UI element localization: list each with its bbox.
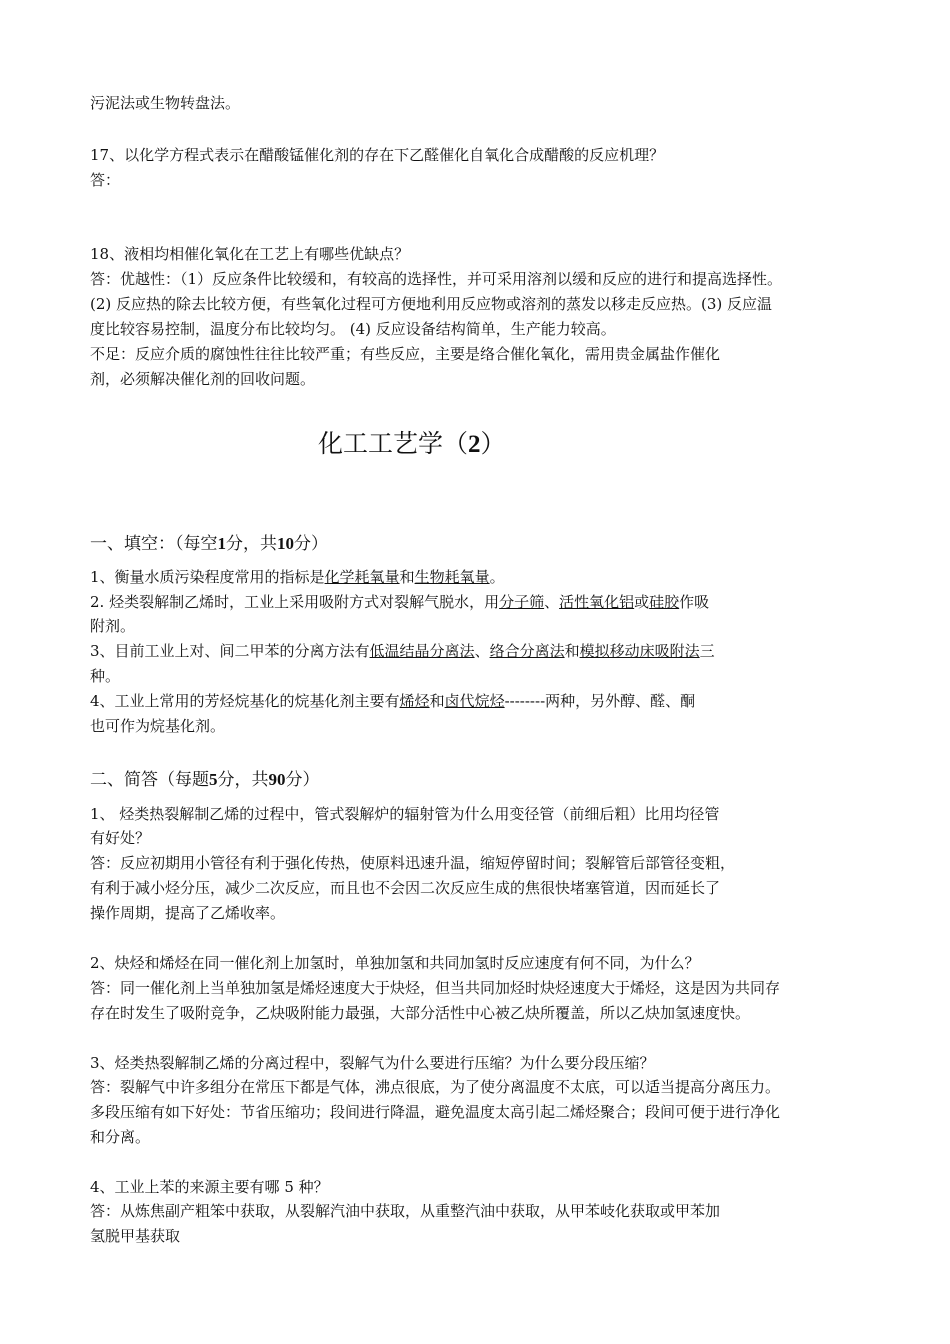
qa-3-line: 3、烃类热裂解制乙烯的分离过程中，裂解气为什么要进行压缩？为什么要分段压缩？: [90, 1054, 655, 1072]
fill-item-1: 1、衡量水质污染程度常用的指标是化学耗氧量和生物耗氧量。: [90, 568, 505, 586]
qa-2-line: 答：同一催化剂上当单独加氢是烯烃速度大于炔烃，但当共同加烃时炔烃速度大于烯烃，这是因为共同存: [90, 979, 781, 997]
answer-18-line: 不足：反应介质的腐蚀性往往比较严重；有些反应，主要是络合催化氧化，需用贵金属盐作催化: [90, 345, 721, 363]
fill-item-4-cont: 也可作为烷基化剂。: [90, 717, 226, 735]
page-title: 化工工艺学（2）: [318, 429, 506, 458]
qa-4-line: 4、工业上苯的来源主要有哪 5 种？: [90, 1178, 329, 1196]
question-18: 18、液相均相催化氧化在工艺上有哪些优缺点？: [90, 245, 410, 263]
answer-18-line: (2) 反应热的除去比较方便，有些氧化过程可方便地利用反应物或溶剂的蒸发以移走反应热。(3) 反应温: [90, 295, 773, 313]
qa-4-line: 答：从炼焦副产粗笨中获取，从裂解汽油中获取，从重整汽油中获取，从甲苯岐化获取或甲苯加: [90, 1202, 721, 1220]
answer-18-line: 剂，必须解决催化剂的回收问题。: [90, 370, 316, 388]
question-17: 17、以化学方程式表示在醋酸锰催化剂的存在下乙醛催化自氧化合成醋酸的反应机理？: [90, 146, 665, 164]
text-line: 污泥法或生物转盘法。: [90, 94, 241, 112]
qa-3-line: 和分离。: [90, 1128, 151, 1146]
fill-item-3: 3、目前工业上对、间二甲苯的分离方法有低温结晶分离法、络合分离法和模拟移动床吸附法三: [90, 642, 715, 660]
section-heading-fill: 一、填空：（每空1分，共10分）: [90, 534, 328, 554]
qa-1-line: 有好处？: [90, 829, 151, 847]
section-heading-short-answer: 二、简答（每题5分，共90分）: [90, 770, 320, 790]
qa-2-line: 2、炔烃和烯烃在同一催化剂上加氢时，单独加氢和共同加氢时反应速度有何不同，为什么？: [90, 954, 700, 972]
qa-1-line: 操作周期，提高了乙烯收率。: [90, 904, 286, 922]
qa-3-line: 多段压缩有如下好处：节省压缩功；段间进行降温，避免温度太高引起二烯烃聚合；段间可便于进行净化: [90, 1103, 781, 1121]
fill-item-2-cont: 附剂。: [90, 617, 136, 635]
qa-2-line: 存在时发生了吸附竞争，乙炔吸附能力最强，大部分活性中心被乙炔所覆盖，所以乙炔加氢速度快。: [90, 1004, 751, 1022]
qa-3-line: 答：裂解气中许多组分在常压下都是气体，沸点很底，为了使分离温度不太底，可以适当提高分离压力。: [90, 1078, 781, 1096]
qa-1-line: 答：反应初期用小管径有利于强化传热，使原料迅速升温，缩短停留时间；裂解管后部管径变粗，: [90, 854, 736, 872]
answer-18-line: 答：优越性：（1）反应条件比较缓和，有较高的选择性，并可采用溶剂以缓和反应的进行和提高选择性。: [90, 270, 783, 288]
qa-1-line: 有利于减小烃分压，减少二次反应，而且也不会因二次反应生成的焦很快堵塞管道，因而延长了: [90, 879, 721, 897]
fill-item-2: 2. 烃类裂解制乙烯时，工业上采用吸附方式对裂解气脱水，用分子筛、活性氧化铝或硅胶作吸: [90, 593, 710, 611]
answer-17: 答：: [90, 171, 121, 189]
fill-item-3-cont: 种。: [90, 667, 121, 685]
qa-4-line: 氢脱甲基获取: [90, 1227, 181, 1245]
answer-18-line: 度比较容易控制，温度分布比较均匀。 (4) 反应设备结构简单，生产能力较高。: [90, 320, 616, 338]
fill-item-4: 4、工业上常用的芳烃烷基化的烷基化剂主要有烯烃和卤代烷烃--------两种，另外醇、醛、酮: [90, 692, 696, 710]
qa-1-line: 1、 烃类热裂解制乙烯的过程中，管式裂解炉的辐射管为什么用变径管（前细后粗）比用均径管: [90, 805, 720, 823]
